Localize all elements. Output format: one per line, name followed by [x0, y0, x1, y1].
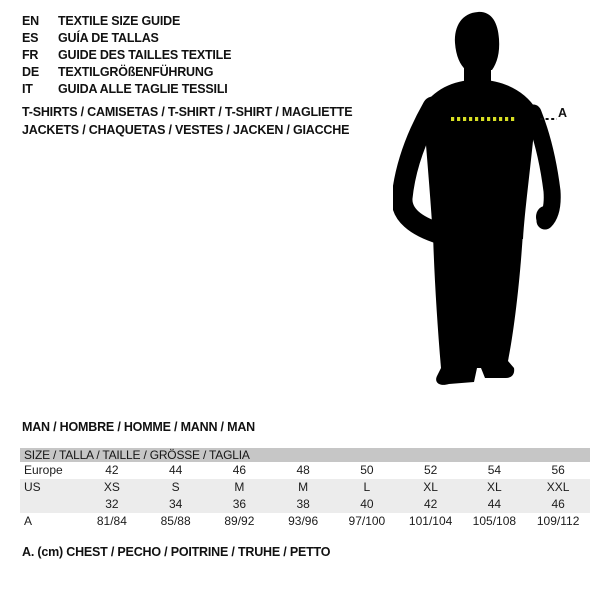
- size-cell: XXL: [546, 480, 570, 494]
- size-cell: L: [363, 480, 371, 494]
- size-cell: 81/84: [96, 514, 127, 528]
- size-cell: 56: [551, 463, 565, 477]
- category-tshirts: T-SHIRTS / CAMISETAS / T-SHIRT / T-SHIRT / MAGLIETTE: [22, 105, 353, 119]
- category-jackets: JACKETS / CHAQUETAS / VESTES / JACKEN / GIACCHE: [22, 123, 350, 137]
- size-cell: 93/96: [288, 514, 319, 528]
- table-row-chest-cm: [20, 513, 590, 530]
- man-silhouette-figure: [393, 6, 573, 394]
- size-cell: M: [234, 480, 245, 494]
- language-code: DE: [22, 65, 39, 79]
- size-cell: XS: [103, 480, 120, 494]
- language-label: GUÍA DE TALLAS: [58, 31, 159, 45]
- language-label: GUIDA ALLE TAGLIE TESSILI: [58, 82, 228, 96]
- language-row-es: [22, 30, 231, 47]
- size-cell: 97/100: [348, 514, 386, 528]
- row-label: US: [24, 480, 41, 494]
- language-row-it: [22, 81, 231, 98]
- size-cell: 85/88: [160, 514, 191, 528]
- size-cell: 101/104: [408, 514, 453, 528]
- language-code: EN: [22, 14, 39, 28]
- size-cell: 50: [360, 463, 374, 477]
- size-table-header: SIZE / TALLA / TAILLE / GRÖSSE / TAGLIA: [20, 448, 590, 462]
- measurement-label-a: A: [558, 106, 568, 120]
- size-cell: 48: [296, 463, 310, 477]
- size-cell: XL: [423, 480, 438, 494]
- size-cell: 44: [168, 463, 183, 477]
- size-cell: 36: [232, 497, 247, 511]
- size-cell: 44: [487, 497, 502, 511]
- language-code: FR: [22, 48, 39, 62]
- size-cell: 42: [105, 463, 119, 477]
- size-cell: 46: [232, 463, 247, 477]
- size-cell: 34: [168, 497, 183, 511]
- silhouette-legs: [433, 232, 523, 385]
- language-row-de: [22, 64, 231, 81]
- language-list: [22, 13, 231, 98]
- language-label: GUIDE DES TAILLES TEXTILE: [58, 48, 232, 62]
- language-row-fr: [22, 47, 231, 64]
- size-cell: 46: [551, 497, 565, 511]
- size-cell: 105/108: [472, 514, 517, 528]
- language-code: IT: [22, 82, 33, 96]
- size-cell: 52: [423, 463, 438, 477]
- man-silhouette-svg: [393, 6, 573, 394]
- table-row-numeric: [20, 496, 590, 513]
- row-label: A: [24, 514, 33, 528]
- size-cell: 38: [296, 497, 310, 511]
- language-label: TEXTILGRÖßENFÜHRUNG: [58, 65, 214, 79]
- section-title-man: MAN / HOMBRE / HOMME / MANN / MAN: [22, 420, 255, 434]
- row-label: Europe: [24, 463, 63, 477]
- size-cell: 109/112: [536, 514, 580, 528]
- size-table: [20, 448, 590, 530]
- size-cell: XL: [487, 480, 502, 494]
- garment-categories: [22, 103, 352, 139]
- silhouette-right-arm: [533, 113, 552, 221]
- size-cell: 54: [487, 463, 502, 477]
- size-cell: 40: [360, 497, 374, 511]
- table-row-europe: [20, 462, 590, 479]
- measurement-footnote: A. (cm) CHEST / PECHO / POITRINE / TRUHE / PETTO: [22, 545, 331, 559]
- language-code: ES: [22, 31, 39, 45]
- language-label: TEXTILE SIZE GUIDE: [58, 14, 181, 28]
- language-row-en: [22, 13, 231, 30]
- silhouette-right-hand: [536, 206, 554, 228]
- size-cell: S: [171, 480, 180, 494]
- size-cell: 89/92: [224, 514, 255, 528]
- table-row-us: [20, 479, 590, 496]
- size-cell: M: [298, 480, 309, 494]
- size-cell: 42: [423, 497, 438, 511]
- size-cell: 32: [105, 497, 119, 511]
